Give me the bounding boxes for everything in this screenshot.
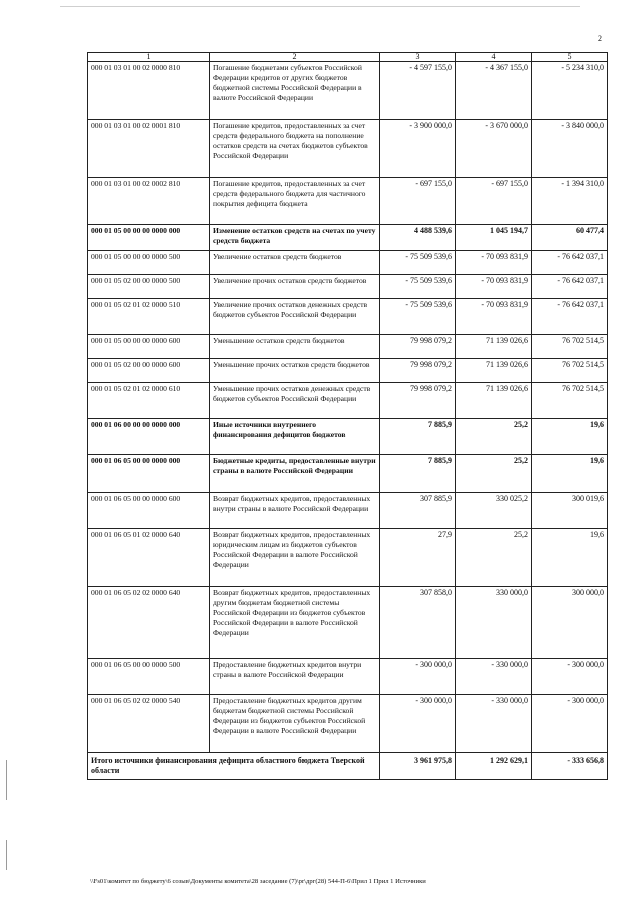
value-cell: - 4 597 155,0: [380, 62, 456, 120]
name-cell: Возврат бюджетных кредитов, предоставленных внутри страны в валюте Российской Федерации: [210, 493, 380, 529]
code-cell: 000 01 05 00 00 00 0000 500: [88, 251, 210, 275]
column-number: 4: [456, 53, 532, 62]
value-cell: 7 885,9: [380, 455, 456, 493]
column-number: 3: [380, 53, 456, 62]
name-cell: Возврат бюджетных кредитов, предоставленных юридическим лицам из бюджетов субъектов Российской Федерации в валюте Российской Федерации: [210, 529, 380, 587]
column-number: 5: [532, 53, 608, 62]
value-cell: 19,6: [532, 419, 608, 455]
value-cell: - 70 093 831,9: [456, 275, 532, 299]
value-cell: - 76 642 037,1: [532, 251, 608, 275]
table-row: [88, 419, 608, 455]
table-row: [88, 62, 608, 120]
code-cell: 000 01 06 05 00 00 0000 600: [88, 493, 210, 529]
value-cell: - 70 093 831,9: [456, 251, 532, 275]
table-row: [88, 359, 608, 383]
value-cell: - 330 000,0: [456, 695, 532, 753]
value-cell: - 76 642 037,1: [532, 299, 608, 335]
value-cell: 79 998 079,2: [380, 383, 456, 419]
value-cell: - 75 509 539,6: [380, 299, 456, 335]
table-row: [88, 455, 608, 493]
value-cell: 76 702 514,5: [532, 383, 608, 419]
scan-margin-mark: [6, 840, 7, 870]
name-cell: Возврат бюджетных кредитов, предоставленных другим бюджетам бюджетной системы Российской Федерации из бюджетов субъектов Российской Федерации в валюте Российской Федерации: [210, 587, 380, 659]
code-cell: 000 01 06 05 02 02 0000 640: [88, 587, 210, 659]
total-value: 3 961 975,8: [380, 753, 456, 780]
value-cell: 79 998 079,2: [380, 335, 456, 359]
value-cell: - 1 394 310,0: [532, 178, 608, 225]
value-cell: - 697 155,0: [456, 178, 532, 225]
code-cell: 000 01 03 01 00 02 0000 810: [88, 62, 210, 120]
value-cell: 330 025,2: [456, 493, 532, 529]
code-cell: 000 01 06 05 02 02 0000 540: [88, 695, 210, 753]
code-cell: 000 01 06 05 01 02 0000 640: [88, 529, 210, 587]
name-cell: Погашение кредитов, предоставленных за счет средств федерального бюджета для частичного покрытия дефицита бюджета: [210, 178, 380, 225]
table-row: [88, 695, 608, 753]
value-cell: - 697 155,0: [380, 178, 456, 225]
name-cell: Увеличение прочих остатков средств бюджетов: [210, 275, 380, 299]
table-row: [88, 275, 608, 299]
value-cell: - 76 642 037,1: [532, 275, 608, 299]
name-cell: Погашение бюджетами субъектов Российской Федерации кредитов от других бюджетов бюджетной системы Российской Федерации в валюте Российской Федерации: [210, 62, 380, 120]
value-cell: 307 885,9: [380, 493, 456, 529]
scan-edge-line: [60, 6, 580, 7]
code-cell: 000 01 05 02 00 00 0000 600: [88, 359, 210, 383]
value-cell: - 3 900 000,0: [380, 120, 456, 178]
code-cell: 000 01 05 02 01 02 0000 610: [88, 383, 210, 419]
value-cell: - 5 234 310,0: [532, 62, 608, 120]
code-cell: 000 01 05 02 00 00 0000 500: [88, 275, 210, 299]
value-cell: 71 139 026,6: [456, 359, 532, 383]
code-cell: 000 01 06 00 00 00 0000 000: [88, 419, 210, 455]
value-cell: - 300 000,0: [380, 659, 456, 695]
value-cell: - 300 000,0: [532, 659, 608, 695]
value-cell: 307 858,0: [380, 587, 456, 659]
code-cell: 000 01 05 00 00 00 0000 600: [88, 335, 210, 359]
table-row: [88, 383, 608, 419]
value-cell: 27,9: [380, 529, 456, 587]
value-cell: 60 477,4: [532, 225, 608, 251]
value-cell: 25,2: [456, 419, 532, 455]
code-cell: 000 01 06 05 00 00 0000 000: [88, 455, 210, 493]
name-cell: Уменьшение прочих остатков денежных средств бюджетов субъектов Российской Федерации: [210, 383, 380, 419]
total-value: - 333 656,8: [532, 753, 608, 780]
page-number: 2: [598, 34, 602, 43]
value-cell: 300 000,0: [532, 587, 608, 659]
table-row: [88, 493, 608, 529]
value-cell: 330 000,0: [456, 587, 532, 659]
value-cell: - 75 509 539,6: [380, 251, 456, 275]
value-cell: 4 488 539,6: [380, 225, 456, 251]
column-number: 1: [88, 53, 210, 62]
table-row: [88, 251, 608, 275]
column-number: 2: [210, 53, 380, 62]
value-cell: - 3 840 000,0: [532, 120, 608, 178]
file-path-footer: \\Fs01\комитет по бюджету\6 созыв\Документы комитета\28 заседание (7)\pr\дрг(28) 544-П-6\Прил 1 Прил 1 Источники: [90, 878, 426, 885]
value-cell: 7 885,9: [380, 419, 456, 455]
table-row: [88, 587, 608, 659]
name-cell: Иные источники внутреннего финансирования дефицитов бюджетов: [210, 419, 380, 455]
value-cell: - 3 670 000,0: [456, 120, 532, 178]
value-cell: 76 702 514,5: [532, 359, 608, 383]
value-cell: 19,6: [532, 455, 608, 493]
value-cell: - 4 367 155,0: [456, 62, 532, 120]
code-cell: 000 01 03 01 00 02 0001 810: [88, 120, 210, 178]
code-cell: 000 01 06 05 00 00 0000 500: [88, 659, 210, 695]
value-cell: - 330 000,0: [456, 659, 532, 695]
name-cell: Уменьшение прочих остатков средств бюджетов: [210, 359, 380, 383]
code-cell: 000 01 05 02 01 02 0000 510: [88, 299, 210, 335]
value-cell: 71 139 026,6: [456, 335, 532, 359]
total-value: 1 292 629,1: [456, 753, 532, 780]
code-cell: 000 01 05 00 00 00 0000 000: [88, 225, 210, 251]
name-cell: Увеличение остатков средств бюджетов: [210, 251, 380, 275]
table-row: [88, 225, 608, 251]
value-cell: - 70 093 831,9: [456, 299, 532, 335]
value-cell: 71 139 026,6: [456, 383, 532, 419]
table-row: [88, 335, 608, 359]
table-row: [88, 178, 608, 225]
table-row: [88, 299, 608, 335]
sources-financing-table: [87, 52, 608, 780]
table-row: [88, 529, 608, 587]
value-cell: 76 702 514,5: [532, 335, 608, 359]
name-cell: Изменение остатков средств на счетах по учету средств бюджета: [210, 225, 380, 251]
table-row: [88, 120, 608, 178]
scan-margin-mark: [6, 760, 7, 800]
value-cell: 19,6: [532, 529, 608, 587]
name-cell: Предоставление бюджетных кредитов внутри страны в валюте Российской Федерации: [210, 659, 380, 695]
name-cell: Погашение кредитов, предоставленных за счет средств федерального бюджета на пополнение остатков средств на счетах бюджетов субъектов Российской Федерации: [210, 120, 380, 178]
total-row: [88, 753, 608, 780]
name-cell: Бюджетные кредиты, предоставленные внутри страны в валюте Российской Федерации: [210, 455, 380, 493]
total-label: Итого источники финансирования дефицита областного бюджета Тверской области: [88, 753, 380, 780]
code-cell: 000 01 03 01 00 02 0002 810: [88, 178, 210, 225]
table-row: [88, 659, 608, 695]
value-cell: 25,2: [456, 455, 532, 493]
column-number-row: [88, 53, 608, 62]
name-cell: Увеличение прочих остатков денежных средств бюджетов субъектов Российской Федерации: [210, 299, 380, 335]
name-cell: Уменьшение остатков средств бюджетов: [210, 335, 380, 359]
name-cell: Предоставление бюджетных кредитов другим бюджетам бюджетной системы Российской Федерации из бюджетов субъектов Российской Федерации в валюте Российской Федерации: [210, 695, 380, 753]
value-cell: - 300 000,0: [532, 695, 608, 753]
value-cell: 300 019,6: [532, 493, 608, 529]
value-cell: - 300 000,0: [380, 695, 456, 753]
value-cell: - 75 509 539,6: [380, 275, 456, 299]
value-cell: 79 998 079,2: [380, 359, 456, 383]
value-cell: 1 045 194,7: [456, 225, 532, 251]
value-cell: 25,2: [456, 529, 532, 587]
